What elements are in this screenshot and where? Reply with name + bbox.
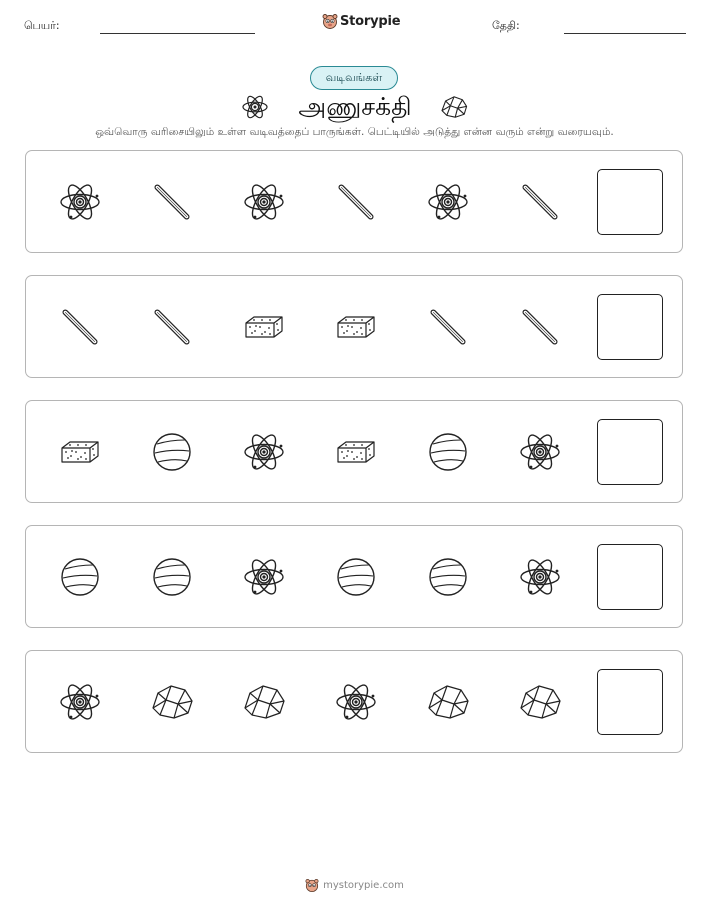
brick-icon — [55, 427, 105, 477]
answer-box[interactable] — [597, 294, 663, 360]
sphere-icon — [423, 552, 473, 602]
category-badge: வடிவங்கள் — [310, 66, 398, 90]
sphere-icon — [147, 552, 197, 602]
sphere-icon — [147, 427, 197, 477]
name-label: பெயர்: — [24, 19, 60, 32]
rod-icon — [147, 302, 197, 352]
atom-icon — [515, 552, 565, 602]
rock-icon — [423, 677, 473, 727]
footer-url: mystorypie.com — [323, 880, 404, 891]
instructions: ஒவ்வொரு வரிசையிலும் உள்ள வடிவத்தைப் பாருங்கள். பெட்டியில் அடுத்து என்ன வரும் என்று வரையவும். — [95, 126, 614, 138]
atom-icon — [55, 677, 105, 727]
rod-icon — [55, 302, 105, 352]
answer-box[interactable] — [597, 169, 663, 235]
name-line[interactable] — [100, 33, 255, 34]
mascot-icon — [305, 878, 319, 893]
brand-logo — [322, 13, 400, 30]
brick-icon — [239, 302, 289, 352]
atom-icon — [239, 177, 289, 227]
rock-icon — [439, 93, 469, 121]
rod-icon — [147, 177, 197, 227]
footer — [0, 878, 709, 893]
atom-icon — [331, 677, 381, 727]
brand-name: Storypie — [340, 14, 401, 29]
answer-box[interactable] — [597, 419, 663, 485]
date-label: தேதி: — [492, 19, 520, 32]
atom-icon — [240, 92, 270, 122]
atom-icon — [239, 552, 289, 602]
sphere-icon — [423, 427, 473, 477]
atom-icon — [239, 427, 289, 477]
mascot-icon — [322, 13, 338, 30]
pattern-row — [25, 275, 683, 378]
answer-box[interactable] — [597, 544, 663, 610]
pattern-row — [25, 150, 683, 253]
date-line[interactable] — [564, 33, 686, 34]
atom-icon — [515, 427, 565, 477]
answer-box[interactable] — [597, 669, 663, 735]
atom-icon — [423, 177, 473, 227]
rod-icon — [423, 302, 473, 352]
title-row — [0, 90, 709, 124]
rod-icon — [515, 302, 565, 352]
rock-icon — [147, 677, 197, 727]
rock-icon — [239, 677, 289, 727]
page-title: அணுசக்தி — [298, 92, 412, 121]
rod-icon — [331, 177, 381, 227]
brick-icon — [331, 427, 381, 477]
rock-icon — [515, 677, 565, 727]
atom-icon — [55, 177, 105, 227]
sphere-icon — [55, 552, 105, 602]
pattern-row — [25, 400, 683, 503]
rod-icon — [515, 177, 565, 227]
brick-icon — [331, 302, 381, 352]
sphere-icon — [331, 552, 381, 602]
pattern-row — [25, 525, 683, 628]
pattern-row — [25, 650, 683, 753]
